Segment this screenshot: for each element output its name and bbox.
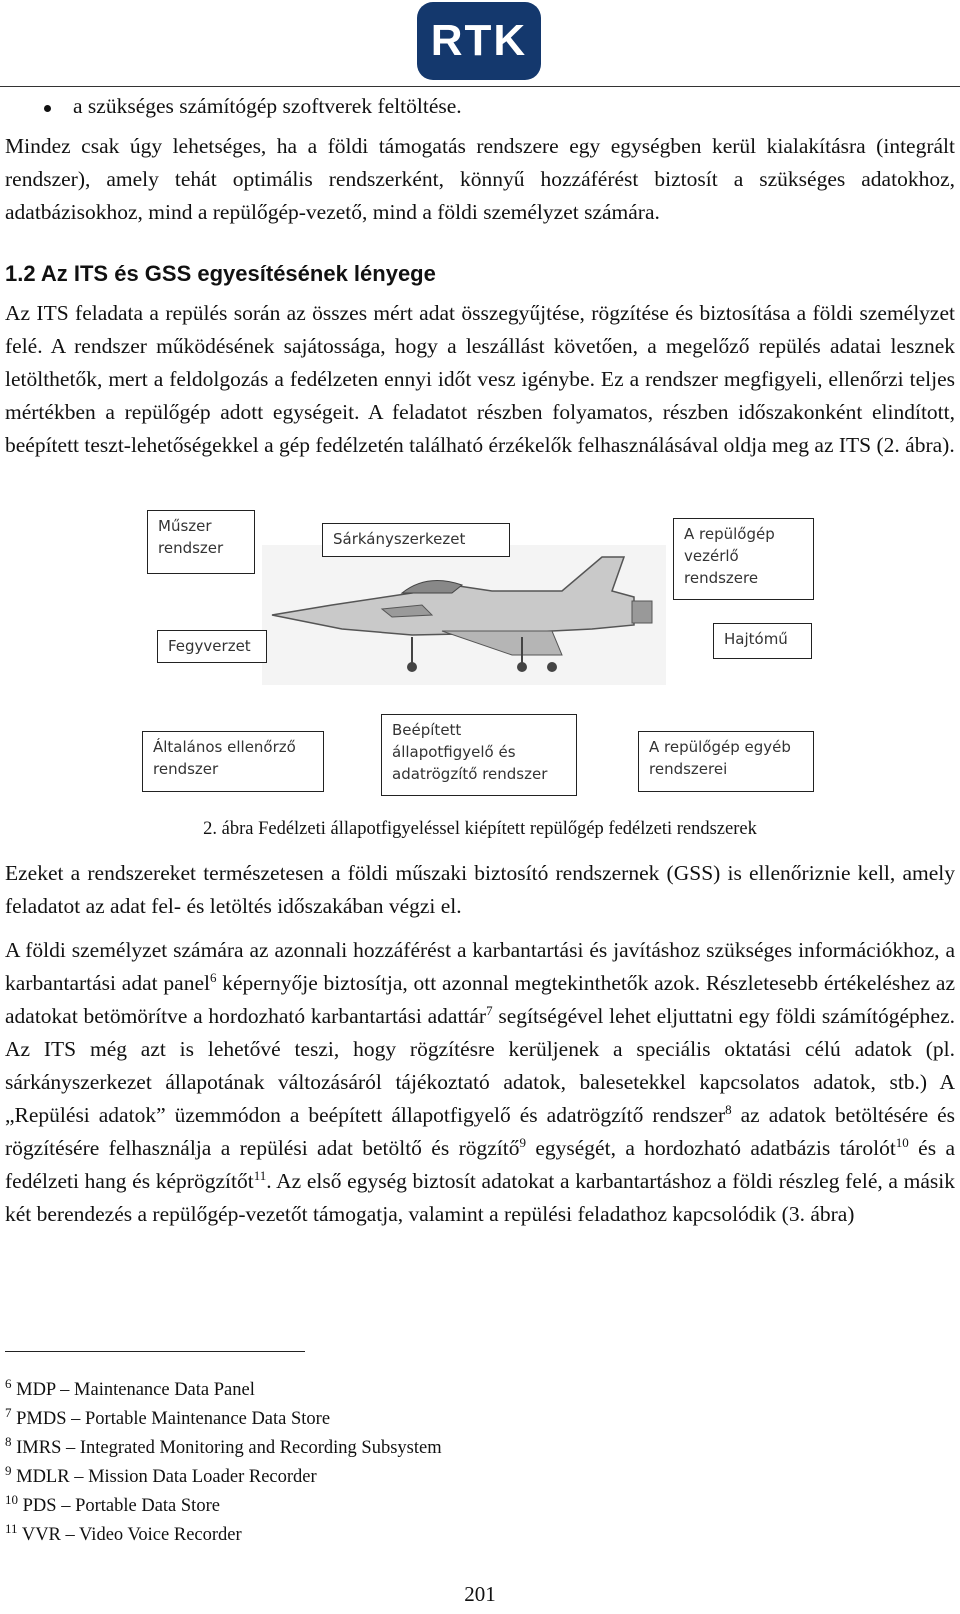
footnote-6 [5, 1372, 255, 1402]
footnote-9 [5, 1459, 317, 1489]
paragraph-3: Ezeket a rendszereket természetesen a földi műszaki biztosító rendszernek (GSS) is ellenőriznie kell, amely feladatot az adat fel- és letöltés időszakában végzi el. [5, 861, 955, 918]
footnote-8 [5, 1430, 442, 1460]
paragraph-4-part: . Az első egység biztosít adatokat a karbantartáshoz a földi részleg felé, a másik két berendezés a repülőgép-vezetőt támogatja, valamint a repülési feladathoz kapcsolódik (3. ábra) [5, 1169, 955, 1226]
footnote-text: VVR – Video Voice Recorder [21, 1525, 242, 1546]
figure-caption: 2. ábra Fedélzeti állapotfigyeléssel kiépített repülőgép fedélzeti rendszerek [203, 819, 757, 839]
bullet-text: a szükséges számítógép szoftverek feltöltése. [73, 94, 462, 118]
footnote-number: 6 [5, 1376, 12, 1391]
fighter-jet-icon [262, 545, 666, 685]
figure-box-fegyverzet: Fegyverzet [157, 630, 267, 663]
figure-box-egyeb: A repülőgép egyéb rendszerei [638, 731, 814, 792]
footnote-7 [5, 1401, 330, 1431]
footnote-separator [5, 1351, 305, 1352]
paragraph-4-part: képernyője biztosítja, ott azonnal megtekinthetők azok. Részletesebb értékeléshez az adatokat betömörítve a hordozható karbantartási adattár [5, 971, 955, 1028]
figure-box-hajtomu: Hajtómű [713, 623, 812, 659]
paragraph-4-part: A földi személyzet számára az azonnali hozzáférést a karbantartási és javításhoz szükséges információkhoz, a karbantartási adat panel [5, 938, 955, 995]
footnote-text: IMRS – Integrated Monitoring and Recording Subsystem [16, 1438, 442, 1459]
paragraph-2: Az ITS feladata a repülés során az összes mért adat összegyűjtése, rögzítése és biztosítása a földi személyzet felé. A rendszer működésének sajátossága, hogy a leszállást követően, a megelőző repülés adatai lesznek letölthetők, mert a feldolgozás a fedélzeten ennyi időt vesz igénybe. Ez a rendszer megfigyeli, ellenőrzi teljes mértékben a repülőgép adott egységeit. A feladatot részben folyamatos, részben időszakonként elindított, beépített teszt-lehetőségekkel a gép fedélzetén található érzékelők felhasználásával oldja meg az ITS (2. ábra). [5, 301, 955, 457]
jet-illustration [262, 545, 666, 685]
footnote-ref-8[interactable]: 8 [725, 1101, 732, 1117]
figure-box-beepitett: Beépített állapotfigyelő és adatrögzítő rendszer [381, 714, 577, 796]
footnote-ref-6[interactable]: 6 [209, 969, 217, 985]
bullet-dot [44, 105, 51, 112]
footnote-ref-10[interactable]: 10 [895, 1134, 909, 1150]
footnote-number: 7 [5, 1405, 12, 1420]
paragraph-4-part: segítségével lehet eljuttatni egy földi számítógéphez. Az ITS még azt is lehetővé teszi, hogy rögzítésre kerüljenek a speciális oktatási célú adatok (pl. sárkányszerkezet állapotának változásáról tájékoztató adatok, balesetekkel kapcsolatos adatok, stb.) A „Repülési adatok” üzemmódon a beépített állapotfigyelő és adatrögzítő rendszer [5, 1004, 955, 1127]
footnote-text: PMDS – Portable Maintenance Data Store [16, 1409, 331, 1430]
bullet-item [44, 90, 462, 123]
footnote-text: PDS – Portable Data Store [22, 1496, 220, 1517]
footnote-10 [5, 1488, 220, 1518]
rtk-logo [417, 2, 541, 80]
paragraph-4-part: az adatok betöltésére és rögzítésére felhasználja a repülési adat betöltő és rögzítő [5, 1103, 955, 1160]
footnote-text: MDP – Maintenance Data Panel [16, 1380, 255, 1401]
footnote-text: MDLR – Mission Data Loader Recorder [16, 1467, 317, 1488]
footnote-ref-7[interactable]: 7 [486, 1002, 493, 1018]
footnote-ref-11[interactable]: 11 [253, 1167, 267, 1183]
paragraph-4 [5, 934, 955, 1231]
footnote-11 [5, 1517, 242, 1547]
header-rule [0, 86, 960, 87]
page-number: 201 [464, 1582, 496, 1606]
logo-text: RTK [430, 16, 528, 65]
figure-box-muszer: Műszer rendszer [147, 510, 255, 574]
paragraph-4-part: egységét, a hordozható adatbázis tárolót [525, 1136, 896, 1160]
figure-box-vezerlo: A repülőgép vezérlő rendszere [673, 518, 814, 600]
footnote-number: 11 [5, 1521, 18, 1536]
footnote-ref-9[interactable]: 9 [519, 1134, 526, 1150]
footnote-number: 9 [5, 1463, 12, 1478]
footnote-number: 8 [5, 1434, 12, 1449]
paragraph-4-part: és a fedélzeti hang és képrögzítőt [5, 1136, 955, 1193]
footnote-number: 10 [5, 1492, 18, 1507]
figure-box-sarkany: Sárkányszerkezet [322, 523, 510, 557]
section-heading: 1.2 Az ITS és GSS egyesítésének lényege [5, 261, 436, 286]
paragraph-1: Mindez csak úgy lehetséges, ha a földi támogatás rendszere egy egységben kerül kialakításra (integrált rendszer), amely tehát optimális rendszerként, könnyű hozzáférést biztosít a szükséges adatokhoz, adatbázisokhoz, mind a repülőgép-vezető, mind a földi személyzet számára. [5, 134, 955, 224]
figure-box-altalanos: Általános ellenőrző rendszer [142, 731, 324, 792]
